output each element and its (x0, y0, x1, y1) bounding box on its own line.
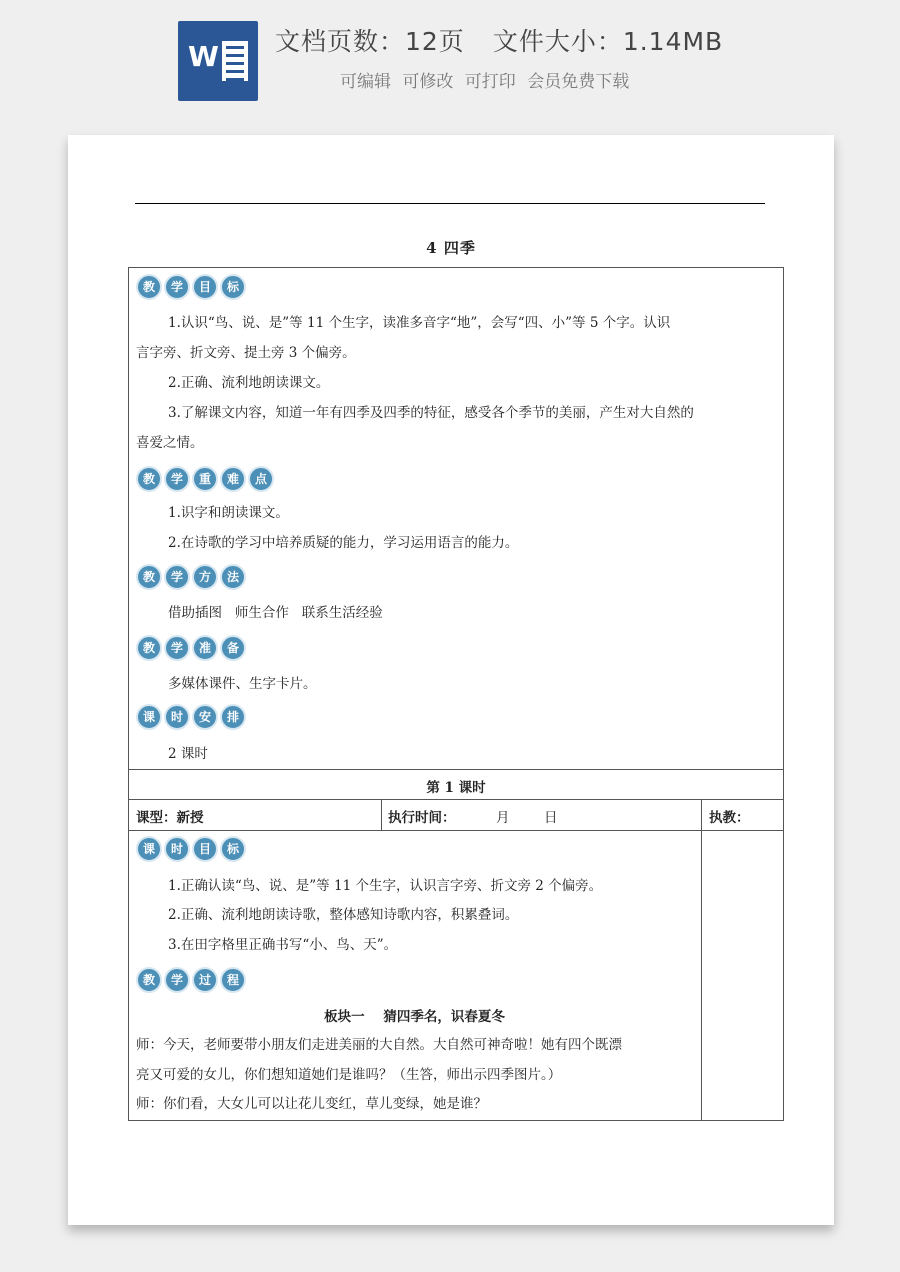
lesson-title: 4 四季 (426, 239, 476, 257)
banner-title (275, 22, 835, 58)
heading-badge-char: 点 (248, 466, 274, 492)
text-line: 喜爱之情。 (136, 435, 204, 451)
text-line: 2.正确、流利地朗读课文。 (168, 375, 330, 391)
document-info-banner (0, 0, 900, 120)
teacher-notes-column (701, 830, 702, 1121)
heading-badge-char: 教 (136, 967, 162, 993)
heading-badge-char: 时 (164, 704, 190, 730)
file-size: 文件大小：1.14MB (492, 27, 724, 56)
heading-badge-char: 标 (220, 274, 246, 300)
heading-badge-char: 学 (164, 635, 190, 661)
text-line: 借助插图 师生合作 联系生活经验 (168, 605, 383, 621)
heading-badge-char: 教 (136, 635, 162, 661)
heading-badge-char: 程 (220, 967, 246, 993)
heading-badge-char: 准 (192, 635, 218, 661)
heading-badge-char: 目 (192, 274, 218, 300)
heading-badge (136, 274, 246, 300)
heading-badge-char: 课 (136, 704, 162, 730)
text-line: 3.了解课文内容，知道一年有四季及四季的特征，感受各个季节的美丽，产生对大自然的 (168, 405, 694, 421)
heading-badge-char: 教 (136, 466, 162, 492)
heading-badge-char: 学 (164, 564, 190, 590)
heading-badge (136, 635, 246, 661)
execution-time-label: 执行时间： (388, 810, 456, 826)
heading-badge-char: 过 (192, 967, 218, 993)
day-label: 日 (544, 810, 558, 826)
dialogue-line: 师：你们看，大女儿可以让花儿变红，草儿变绿，她是谁？ (136, 1096, 487, 1112)
cell-divider (701, 799, 702, 831)
dialogue-line: 师：今天，老师要带小朋友们走进美丽的大自然。大自然可神奇啦！她有四个既漂 (136, 1037, 622, 1053)
heading-badge-char: 重 (192, 466, 218, 492)
lesson-period-title: 第 1 课时 (426, 780, 486, 796)
heading-badge-char: 学 (164, 274, 190, 300)
heading-badge-char: 法 (220, 564, 246, 590)
lesson-info-row (128, 799, 784, 831)
text-line: 1.识字和朗读课文。 (168, 505, 289, 521)
teacher-label: 执教： (709, 810, 750, 826)
document-lines-icon (222, 41, 248, 81)
heading-badge-char: 目 (192, 836, 218, 862)
header-rule (135, 203, 765, 204)
document-page (68, 135, 834, 1225)
heading-badge-char: 学 (164, 967, 190, 993)
heading-badge (136, 967, 246, 993)
heading-badge-char: 难 (220, 466, 246, 492)
text-line: 1.认识“鸟、说、是”等 11 个生字，读准多音字“地”，会写“四、小”等 5 个字。认识 (168, 315, 671, 331)
word-document-icon (178, 21, 258, 101)
month-label: 月 (496, 810, 510, 826)
heading-badge-char: 安 (192, 704, 218, 730)
cell-divider (381, 799, 382, 831)
heading-badge-char: 时 (164, 836, 190, 862)
heading-badge-char: 学 (164, 466, 190, 492)
text-line: 2 课时 (168, 746, 208, 762)
banner-features: 可编辑 可修改 可打印 会员免费下载 (340, 72, 630, 92)
page-count: 文档页数：12页 (275, 27, 465, 56)
lesson-type: 课型：新授 (136, 810, 204, 826)
heading-badge (136, 704, 246, 730)
heading-badge-char: 方 (192, 564, 218, 590)
goal-line: 3.在田字格里正确书写“小、鸟、天”。 (168, 937, 398, 953)
heading-badge (136, 466, 274, 492)
goal-line: 1.正确认读“鸟、说、是”等 11 个生字，认识言字旁、折文旁 2 个偏旁。 (168, 878, 603, 894)
heading-badge-char: 排 (220, 704, 246, 730)
text-line: 2.在诗歌的学习中培养质疑的能力，学习运用语言的能力。 (168, 535, 519, 551)
text-line: 多媒体课件、生字卡片。 (168, 676, 317, 692)
text-line: 言字旁、折文旁、提土旁 3 个偏旁。 (136, 345, 356, 361)
block-title: 板块一 猜四季名，识春夏冬 (324, 1009, 505, 1025)
word-logo-letter: W (188, 40, 219, 73)
heading-badge (136, 564, 246, 590)
dialogue-line: 亮又可爱的女儿，你们想知道她们是谁吗？（生答，师出示四季图片。） (136, 1067, 562, 1083)
heading-badge-char: 教 (136, 274, 162, 300)
heading-badge (136, 836, 246, 862)
heading-badge-char: 备 (220, 635, 246, 661)
heading-badge-char: 课 (136, 836, 162, 862)
heading-badge-char: 教 (136, 564, 162, 590)
heading-badge-char: 标 (220, 836, 246, 862)
goal-line: 2.正确、流利地朗读诗歌，整体感知诗歌内容，积累叠词。 (168, 907, 519, 923)
